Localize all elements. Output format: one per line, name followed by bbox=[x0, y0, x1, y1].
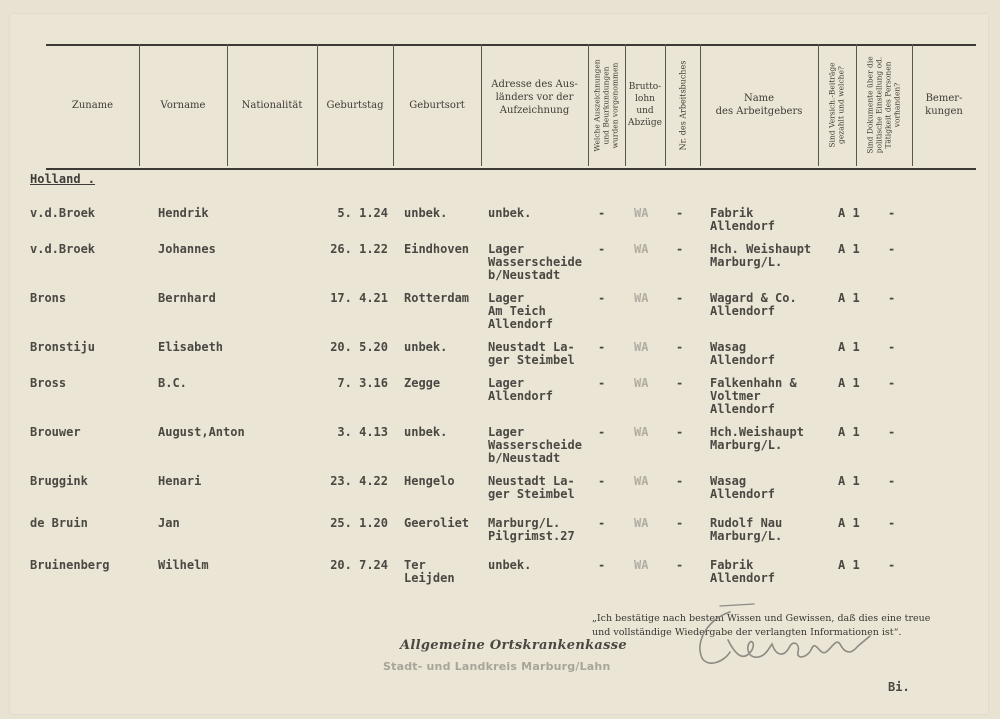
row-auszeichnungen: - bbox=[598, 340, 606, 354]
signature-icon bbox=[690, 600, 890, 680]
row-geburtsort: Eindhoven bbox=[404, 242, 470, 256]
row-arbeitgeber: Fabrik Allendorf bbox=[710, 558, 776, 585]
confirmation-text: „Ich bestätige nach bestem Wissen und Gewissen, daß dies eine treue und vollständige Wiedergabe der verlangten Informationen ist“. bbox=[592, 613, 931, 638]
row-geburtstag: 23. 4.22 bbox=[330, 474, 388, 488]
row-dokumente: - bbox=[888, 474, 896, 488]
header-auszeichnungen: Welche Auszeichnungen und Beurkundungen wurden vorgenommen bbox=[593, 58, 621, 152]
row-auszeichnungen: - bbox=[598, 376, 606, 390]
row-arbeitsbuch: - bbox=[676, 242, 684, 256]
row-geburtstag: 3. 4.13 bbox=[337, 425, 388, 439]
row-arbeitsbuch: - bbox=[676, 340, 684, 354]
row-brutto: WA bbox=[634, 206, 649, 220]
row-beitraege: A 1 bbox=[838, 425, 860, 439]
header-adresse: Adresse des Aus- länders vor der Aufzeichnung bbox=[491, 79, 578, 116]
row-auszeichnungen: - bbox=[598, 206, 606, 220]
row-adresse: Marburg/L. Pilgrimst.27 bbox=[488, 516, 575, 543]
row-brutto: WA bbox=[634, 425, 649, 439]
header-bemerkungen: Bemer- kungen bbox=[925, 93, 963, 117]
row-arbeitgeber: Wasag Allendorf bbox=[710, 340, 776, 367]
row-dokumente: - bbox=[888, 425, 896, 439]
row-auszeichnungen: - bbox=[598, 425, 606, 439]
row-geburtstag: 20. 7.24 bbox=[330, 558, 388, 572]
row-zuname: Brons bbox=[30, 291, 67, 305]
row-arbeitsbuch: - bbox=[676, 516, 684, 530]
stamp-line-1: Allgemeine Ortskrankenkasse bbox=[400, 638, 627, 653]
row-arbeitsbuch: - bbox=[676, 206, 684, 220]
row-zuname: Bruinenberg bbox=[30, 558, 110, 572]
row-beitraege: A 1 bbox=[838, 206, 860, 220]
row-vorname: August,Anton bbox=[158, 425, 245, 439]
row-dokumente: - bbox=[888, 516, 896, 530]
row-zuname: Bronstiju bbox=[30, 340, 96, 354]
row-beitraege: A 1 bbox=[838, 558, 860, 572]
row-beitraege: A 1 bbox=[838, 376, 860, 390]
row-auszeichnungen: - bbox=[598, 474, 606, 488]
header-geburtstag: Geburtstag bbox=[326, 99, 384, 111]
row-adresse: Lager Allendorf bbox=[488, 376, 554, 403]
row-brutto: WA bbox=[634, 291, 649, 305]
row-brutto: WA bbox=[634, 376, 649, 390]
row-adresse: Neustadt La- ger Steimbel bbox=[488, 474, 575, 501]
row-geburtsort: Geeroliet bbox=[404, 516, 470, 530]
row-dokumente: - bbox=[888, 558, 896, 572]
row-arbeitgeber: Wagard & Co. Allendorf bbox=[710, 291, 797, 318]
row-adresse: unbek. bbox=[488, 206, 532, 220]
row-vorname: Jan bbox=[158, 516, 180, 530]
row-geburtsort: Zegge bbox=[404, 376, 441, 390]
row-auszeichnungen: - bbox=[598, 558, 606, 572]
row-zuname: Bruggink bbox=[30, 474, 88, 488]
header-vorname: Vorname bbox=[160, 99, 206, 111]
row-geburtstag: 5. 1.24 bbox=[337, 206, 388, 220]
row-auszeichnungen: - bbox=[598, 242, 606, 256]
row-dokumente: - bbox=[888, 242, 896, 256]
row-vorname: B.C. bbox=[158, 376, 187, 390]
header-geburtsort: Geburtsort bbox=[409, 99, 465, 111]
row-geburtsort: unbek. bbox=[404, 206, 448, 220]
row-beitraege: A 1 bbox=[838, 242, 860, 256]
row-beitraege: A 1 bbox=[838, 474, 860, 488]
stamp-line-2: Stadt- und Landkreis Marburg/Lahn bbox=[383, 660, 611, 673]
row-adresse: unbek. bbox=[488, 558, 532, 572]
row-vorname: Elisabeth bbox=[158, 340, 224, 354]
row-arbeitgeber: Rudolf Nau Marburg/L. bbox=[710, 516, 783, 543]
row-arbeitsbuch: - bbox=[676, 291, 684, 305]
row-zuname: de Bruin bbox=[30, 516, 88, 530]
row-brutto: WA bbox=[634, 558, 649, 572]
header-nationalitaet: Nationalität bbox=[241, 99, 303, 111]
row-geburtstag: 20. 5.20 bbox=[330, 340, 388, 354]
row-brutto: WA bbox=[634, 516, 649, 530]
row-arbeitsbuch: - bbox=[676, 558, 684, 572]
row-brutto: WA bbox=[634, 340, 649, 354]
initials: Bi. bbox=[888, 680, 910, 694]
row-arbeitsbuch: - bbox=[676, 425, 684, 439]
row-beitraege: A 1 bbox=[838, 516, 860, 530]
row-arbeitgeber: Falkenhahn & Voltmer Allendorf bbox=[710, 376, 797, 416]
header-zuname: Zuname bbox=[71, 99, 114, 111]
row-geburtsort: unbek. bbox=[404, 425, 448, 439]
row-geburtsort: Hengelo bbox=[404, 474, 455, 488]
row-brutto: WA bbox=[634, 474, 649, 488]
row-brutto: WA bbox=[634, 242, 649, 256]
row-geburtstag: 7. 3.16 bbox=[337, 376, 388, 390]
row-zuname: Brouwer bbox=[30, 425, 81, 439]
header-arbeitsbuch: Nr. des Arbeitsbuches bbox=[678, 60, 687, 150]
header-brutto: Brutto- lohn und Abzüge bbox=[628, 82, 662, 128]
row-geburtsort: Rotterdam bbox=[404, 291, 470, 305]
row-dokumente: - bbox=[888, 291, 896, 305]
row-dokumente: - bbox=[888, 376, 896, 390]
row-vorname: Bernhard bbox=[158, 291, 216, 305]
row-auszeichnungen: - bbox=[598, 291, 606, 305]
row-zuname: v.d.Broek bbox=[30, 206, 96, 220]
row-arbeitgeber: Wasag Allendorf bbox=[710, 474, 776, 501]
header-beitraege: Sind Versich.-Beiträge gezahlt und welche? bbox=[828, 62, 847, 148]
row-vorname: Wilhelm bbox=[158, 558, 209, 572]
row-beitraege: A 1 bbox=[838, 291, 860, 305]
row-geburtstag: 26. 1.22 bbox=[330, 242, 388, 256]
header-arbeitgeber: Name des Arbeitgebers bbox=[715, 93, 803, 117]
row-arbeitsbuch: - bbox=[676, 474, 684, 488]
row-vorname: Henari bbox=[158, 474, 202, 488]
row-arbeitgeber: Hch.Weishaupt Marburg/L. bbox=[710, 425, 804, 452]
row-adresse: Lager Wasserscheide b/Neustadt bbox=[488, 242, 582, 282]
row-dokumente: - bbox=[888, 206, 896, 220]
row-zuname: Bross bbox=[30, 376, 67, 390]
row-adresse: Neustadt La- ger Steimbel bbox=[488, 340, 575, 367]
row-geburtsort: unbek. bbox=[404, 340, 448, 354]
section-title: Holland . bbox=[30, 172, 96, 186]
row-arbeitgeber: Fabrik Allendorf bbox=[710, 206, 776, 233]
row-beitraege: A 1 bbox=[838, 340, 860, 354]
row-geburtsort: Ter Leijden bbox=[404, 558, 455, 585]
row-geburtstag: 17. 4.21 bbox=[330, 291, 388, 305]
row-arbeitgeber: Hch. Weishaupt Marburg/L. bbox=[710, 242, 812, 269]
row-dokumente: - bbox=[888, 340, 896, 354]
row-vorname: Hendrik bbox=[158, 206, 209, 220]
row-adresse: Lager Wasserscheide b/Neustadt bbox=[488, 425, 582, 465]
row-vorname: Johannes bbox=[158, 242, 216, 256]
row-arbeitsbuch: - bbox=[676, 376, 684, 390]
row-adresse: Lager Am Teich Allendorf bbox=[488, 291, 554, 331]
row-auszeichnungen: - bbox=[598, 516, 606, 530]
row-geburtstag: 25. 1.20 bbox=[330, 516, 388, 530]
header-dokumente: Sind Dokumente über die politische Einstellung od. Tätigkeit des Personen vorhanden? bbox=[866, 56, 903, 154]
row-zuname: v.d.Broek bbox=[30, 242, 96, 256]
